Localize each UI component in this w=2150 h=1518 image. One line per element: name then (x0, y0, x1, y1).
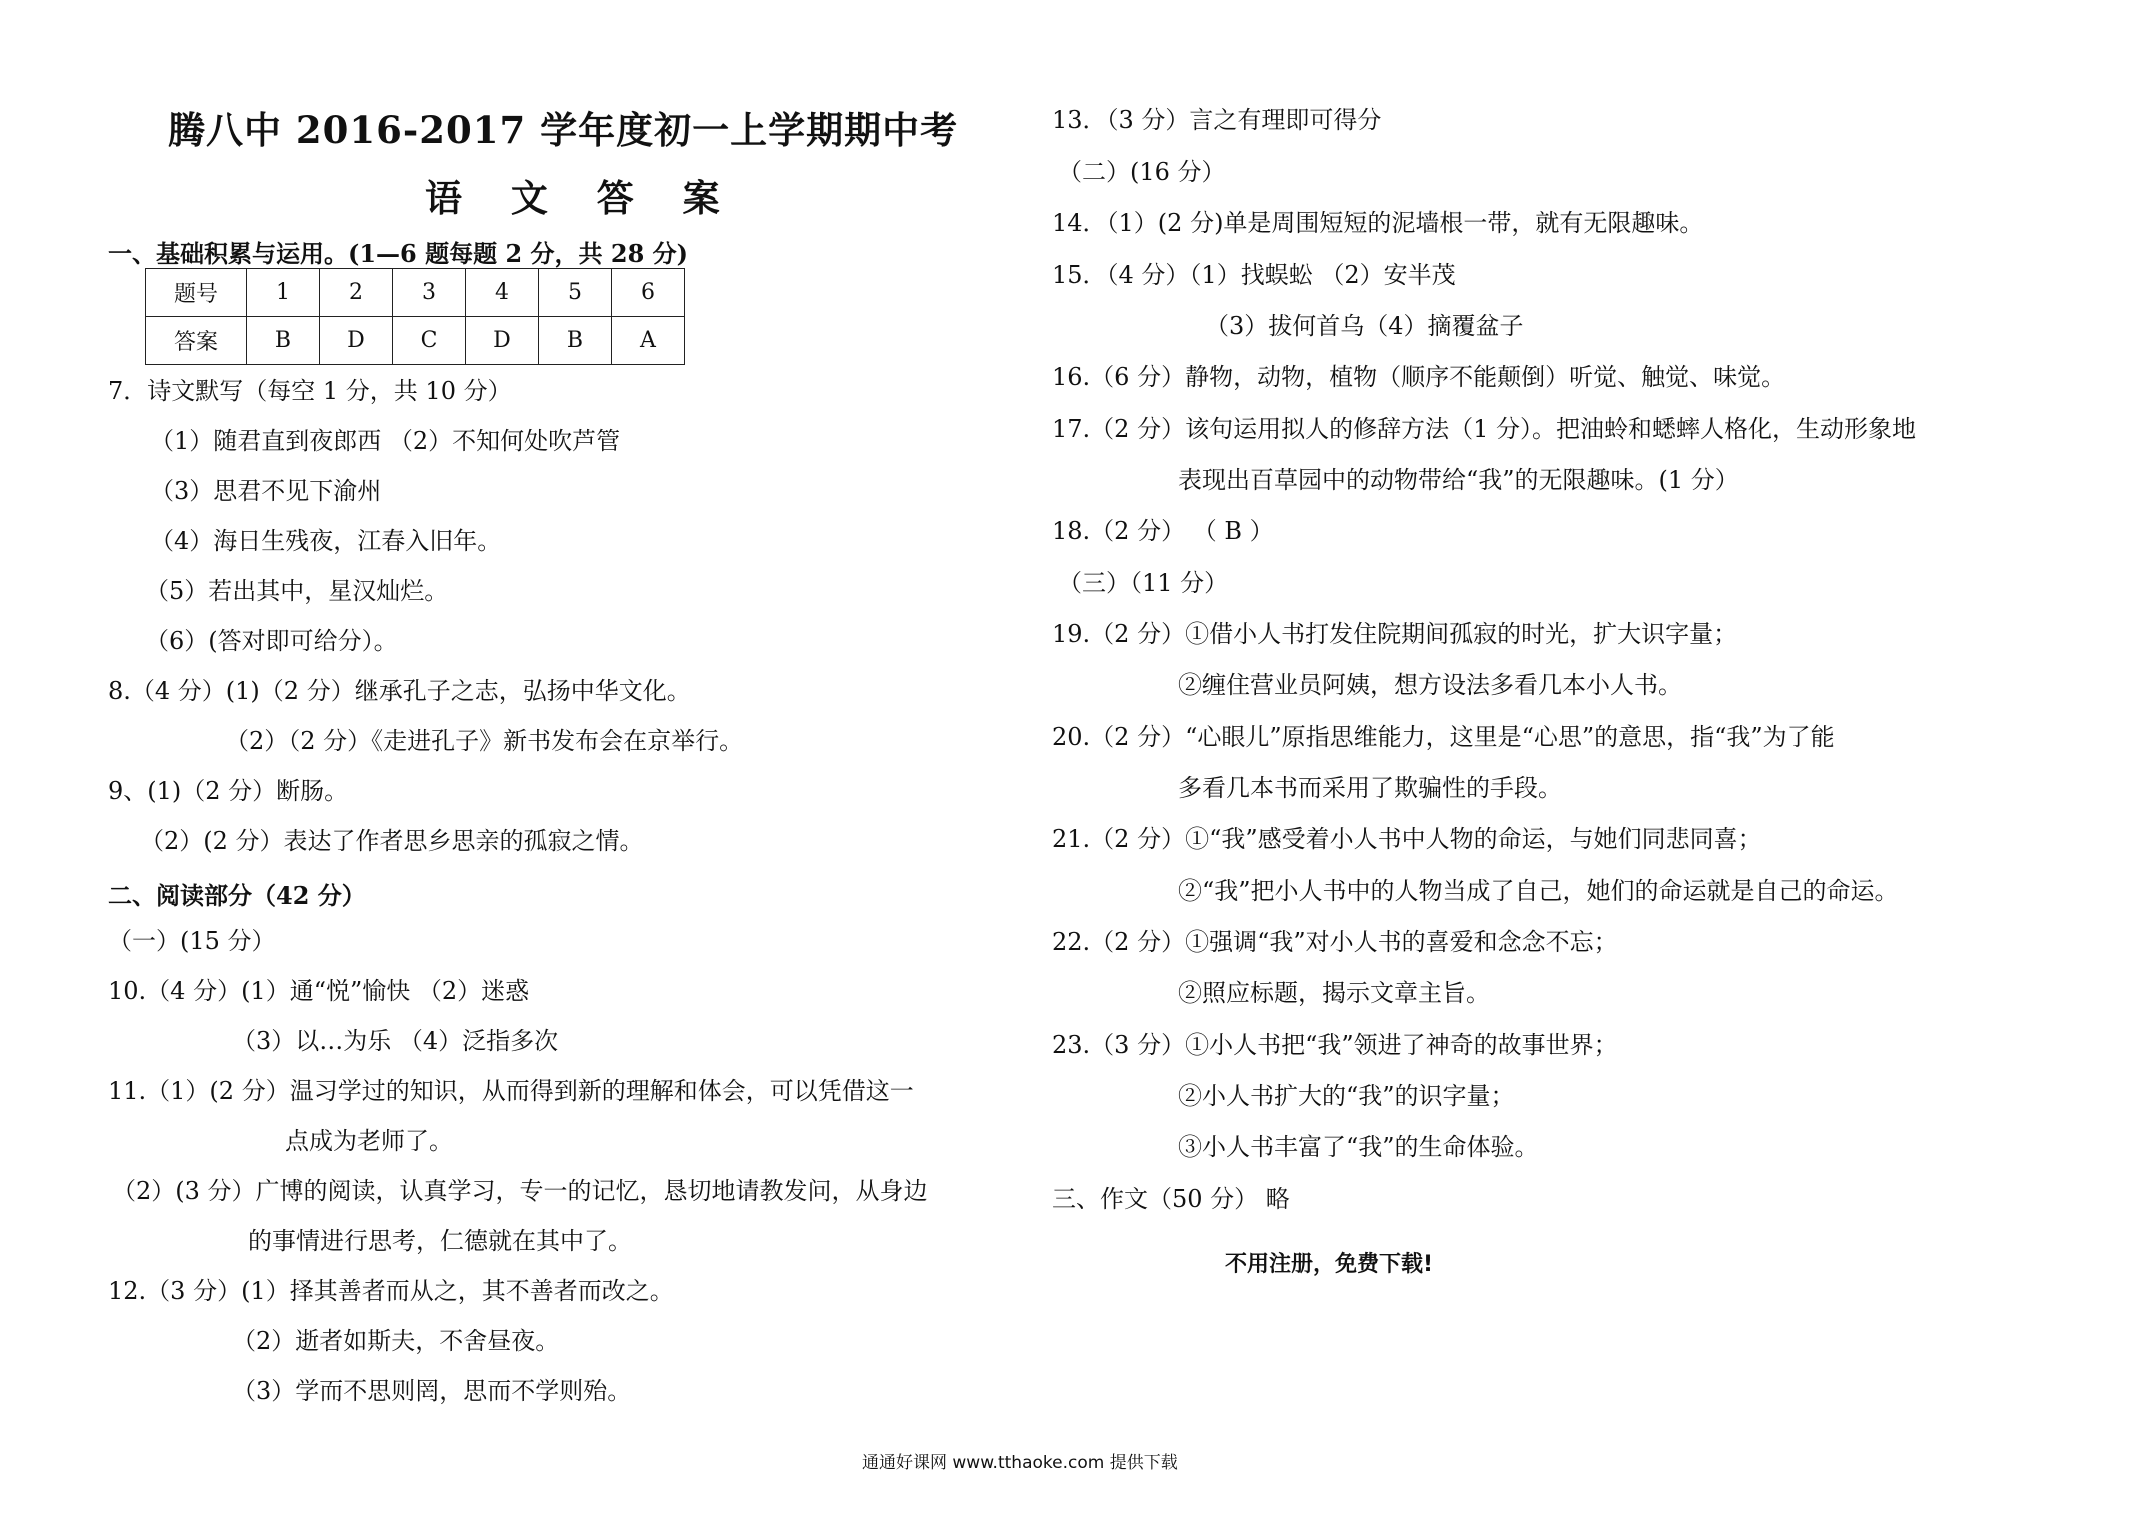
q23-line: ②小人书扩大的“我”的识字量； (1178, 1082, 1515, 1110)
table-cell: 5 (539, 269, 612, 317)
q15-line: 15．（4 分）（1）找蜈蚣 （2）安半茂 (1052, 261, 1456, 289)
q11-line: 11.（1）(2 分）温习学过的知识，从而得到新的理解和体会，可以凭借这一 (108, 1077, 914, 1105)
q12-line: （3）学而不思则罔，思而不学则殆。 (232, 1377, 632, 1405)
q13-line: 13．（3 分）言之有理即可得分 (1052, 106, 1382, 134)
section-label: （三）（11 分） (1058, 569, 1229, 597)
q22-line: ②照应标题，揭示文章主旨。 (1178, 979, 1490, 1007)
q23-line: ③小人书丰富了“我”的生命体验。 (1178, 1133, 1539, 1161)
q20-line: 20.（2 分）“心眼儿”原指思维能力，这里是“心思”的意思，指“我”为了能 (1052, 723, 1835, 751)
table-cell: C (393, 317, 466, 365)
table-cell: B (539, 317, 612, 365)
table-row (146, 317, 685, 365)
table-cell: B (247, 317, 320, 365)
q20-line: 多看几本书而采用了欺骗性的手段。 (1178, 774, 1562, 802)
part1-heading: 一、基础积累与运用。(1—6 题每题 2 分，共 28 分) (108, 239, 688, 268)
left-column (0, 0, 1030, 1460)
q19-line: 19.（2 分）①借小人书打发住院期间孤寂的时光，扩大识字量； (1052, 620, 1738, 648)
q23-line: 23.（3 分）①小人书把“我”领进了神奇的故事世界； (1052, 1031, 1618, 1059)
q17-line: 17.（2 分）该句运用拟人的修辞方法（1 分）。把油蛉和蟋蟀人格化，生动形象地 (1052, 415, 1916, 443)
table-cell: A (612, 317, 685, 365)
table-cell: 4 (466, 269, 539, 317)
section-label: （一）(15 分） (108, 927, 276, 955)
page-subtitle: 语 文 答 案 (425, 176, 738, 220)
q11-line: （2）(3 分）广博的阅读，认真学习，专一的记忆，恳切地请教发问，从身边 (112, 1177, 928, 1205)
q7-line: （4）海日生残夜，江春入旧年。 (150, 527, 502, 555)
q10-line: 10.（4 分）(1）通“悦”愉快 （2）迷惑 (108, 977, 530, 1005)
q7-line: （6）(答对即可给分）。 (145, 627, 398, 655)
answer-table (145, 268, 685, 365)
q8-line: 8.（4 分）(1)（2 分）继承孔子之志，弘扬中华文化。 (108, 677, 691, 705)
page-footer: 通通好课网 www.tthaoke.com 提供下载 (862, 1453, 1178, 1473)
q9-line: 9、(1)（2 分）断肠。 (108, 777, 349, 805)
q11-line: 点成为老师了。 (285, 1127, 453, 1155)
q12-line: （2）逝者如斯夫，不舍昼夜。 (232, 1327, 560, 1355)
right-column (1030, 0, 2150, 1460)
q16-line: 16.（6 分）静物，动物，植物（顺序不能颠倒）听觉、触觉、味觉。 (1052, 363, 1786, 391)
q7-line: （5）若出其中，星汉灿烂。 (145, 577, 449, 605)
part2-heading: 二、阅读部分（42 分） (108, 881, 366, 910)
table-cell: 2 (320, 269, 393, 317)
table-header-cell: 答案 (146, 317, 247, 365)
table-cell: D (466, 317, 539, 365)
table-cell: 6 (612, 269, 685, 317)
table-cell: 1 (247, 269, 320, 317)
download-note: 不用注册，免费下载! (1225, 1252, 1434, 1277)
q21-line: ②“我”把小人书中的人物当成了自己，她们的命运就是自己的命运。 (1178, 877, 1899, 905)
table-row (146, 269, 685, 317)
q21-line: 21.（2 分）①“我”感受着小人书中人物的命运，与她们同悲同喜； (1052, 825, 1762, 853)
q7-line: （3）思君不见下渝州 (150, 477, 382, 505)
q14-line: 14．（1）(2 分)单是周围短短的泥墙根一带，就有无限趣味。 (1052, 209, 1704, 237)
q10-line: （3）以…为乐 （4）泛指多次 (232, 1027, 559, 1055)
q19-line: ②缠住营业员阿姨，想方设法多看几本小人书。 (1178, 671, 1682, 699)
q15-line: （3）拔何首乌（4）摘覆盆子 (1205, 312, 1524, 340)
q7-label: 7．诗文默写（每空 1 分，共 10 分） (108, 377, 512, 405)
q18-line: 18.（2 分） （ B ） (1052, 517, 1274, 545)
q8-line: （2）（2 分）《走进孔子》新书发布会在京举行。 (225, 727, 744, 755)
q7-line: （1）随君直到夜郎西 （2）不知何处吹芦管 (150, 427, 621, 455)
table-header-cell: 题号 (146, 269, 247, 317)
q9-line: （2）(2 分）表达了作者思乡思亲的孤寂之情。 (140, 827, 644, 855)
q17-line: 表现出百草园中的动物带给“我”的无限趣味。(1 分） (1178, 466, 1739, 494)
q22-line: 22.（2 分）①强调“我”对小人书的喜爱和念念不忘； (1052, 928, 1618, 956)
q11-line: 的事情进行思考，仁德就在其中了。 (248, 1227, 632, 1255)
q12-line: 12.（3 分）(1）择其善者而从之，其不善者而改之。 (108, 1277, 674, 1305)
page-title: 腾八中 2016-2017 学年度初一上学期期中考 (168, 108, 959, 152)
section-label: （二）(16 分） (1058, 158, 1226, 186)
table-cell: 3 (393, 269, 466, 317)
part3-heading: 三、作文（50 分） 略 (1052, 1185, 1290, 1213)
table-cell: D (320, 317, 393, 365)
